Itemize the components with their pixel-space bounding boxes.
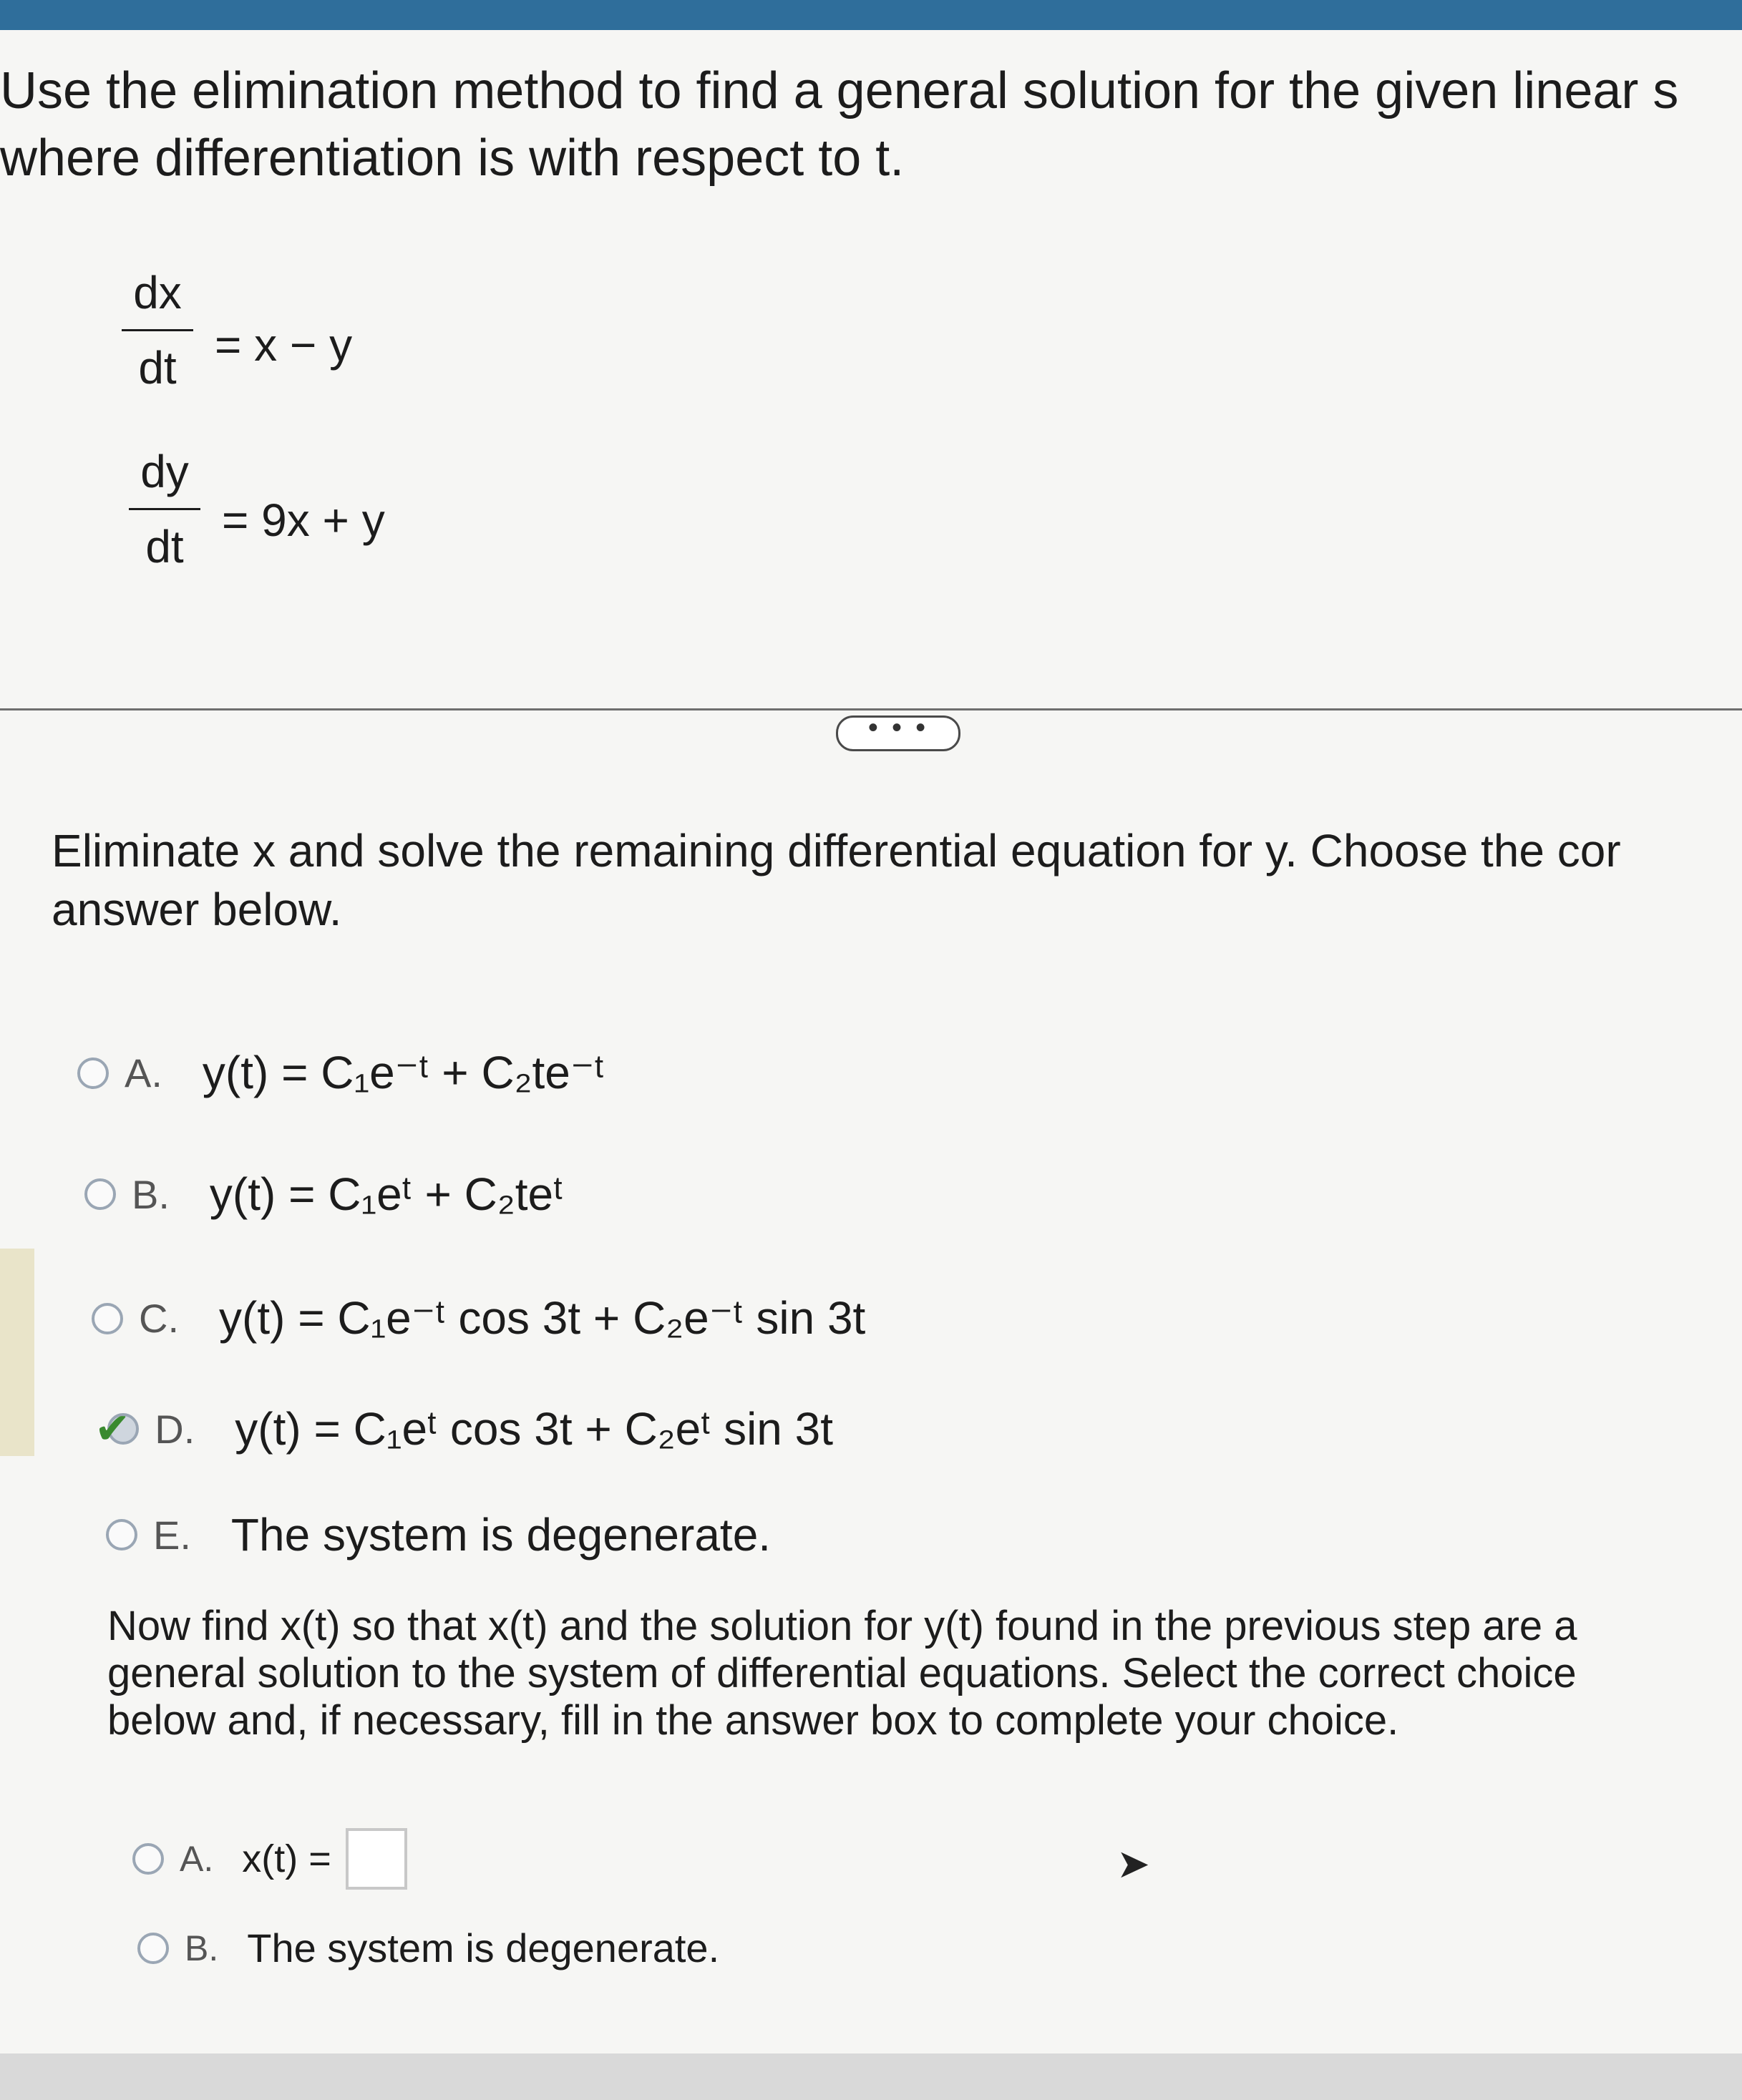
choice-e[interactable]	[106, 1508, 771, 1561]
equation-2-fraction	[129, 445, 200, 573]
choice-letter: D.	[155, 1406, 195, 1452]
part-2-choice-a[interactable]	[132, 1828, 407, 1890]
choice-letter: C.	[139, 1296, 179, 1341]
choice-letter: E.	[153, 1512, 191, 1558]
choice-text: y(t) = C₁eᵗ + C₂teᵗ	[209, 1168, 564, 1220]
choice-letter: A.	[180, 1839, 214, 1879]
choice-d[interactable]	[94, 1402, 833, 1455]
answer-input-box[interactable]	[346, 1828, 407, 1890]
choice-text: y(t) = C₁eᵗ cos 3t + C₂eᵗ sin 3t	[235, 1403, 834, 1455]
choice-text: y(t) = C₁e⁻ᵗ cos 3t + C₂e⁻ᵗ sin 3t	[219, 1292, 866, 1344]
radio-button[interactable]	[106, 1519, 137, 1550]
equation-1-denominator: dt	[138, 342, 177, 394]
browser-top-bar	[0, 0, 1742, 30]
part-1-instruction-line-1: Eliminate x and solve the remaining differential equation for y. Choose the cor	[52, 825, 1621, 876]
equation-1-rhs: = x − y	[215, 319, 353, 371]
choice-letter: B.	[132, 1171, 170, 1217]
choice-c[interactable]	[92, 1291, 865, 1345]
part-2-instruction-line-2: general solution to the system of differential equations. Select the correct choice	[107, 1650, 1577, 1696]
radio-button[interactable]	[84, 1178, 116, 1210]
choice-text: x(t) =	[242, 1837, 331, 1880]
radio-button[interactable]	[77, 1058, 109, 1089]
equation-2-rhs: = 9x + y	[222, 494, 385, 546]
choice-text: The system is degenerate.	[247, 1925, 720, 1970]
equation-2-denominator: dt	[145, 521, 184, 572]
selected-answer-highlight	[0, 1249, 34, 1456]
radio-button[interactable]	[137, 1933, 169, 1964]
choice-text: The system is degenerate.	[230, 1509, 772, 1561]
choice-letter: B.	[185, 1928, 219, 1968]
mouse-cursor-icon: ➤	[1116, 1841, 1150, 1886]
part-1-instruction	[52, 821, 1742, 939]
choice-b[interactable]	[84, 1168, 563, 1221]
part-2-instruction-line-3: below and, if necessary, fill in the answer box to complete your choice.	[107, 1697, 1399, 1744]
part-1-instruction-line-2: answer below.	[52, 884, 342, 935]
equation-1-numerator: dx	[133, 267, 182, 318]
part-2-instruction	[107, 1603, 1739, 1744]
fraction-bar	[129, 508, 200, 510]
section-divider	[0, 708, 1742, 710]
expand-more-button[interactable]: • • •	[836, 716, 960, 751]
choice-letter: A.	[125, 1050, 162, 1095]
radio-button[interactable]	[132, 1843, 164, 1875]
bottom-edge	[0, 2053, 1742, 2100]
question-line-1: Use the elimination method to find a general solution for the given linear s	[0, 62, 1679, 119]
part-2-instruction-line-1: Now find x(t) so that x(t) and the solution for y(t) found in the previous step are a	[107, 1603, 1577, 1649]
choice-a[interactable]	[77, 1046, 605, 1100]
correct-check-icon: ✔	[94, 1405, 131, 1452]
question-text	[0, 57, 1742, 192]
part-2-choice-b[interactable]	[137, 1925, 719, 1971]
question-line-2: where differentiation is with respect to t.	[0, 130, 905, 187]
choice-text: y(t) = C₁e⁻ᵗ + C₂te⁻ᵗ	[202, 1047, 605, 1098]
fraction-bar	[122, 329, 193, 331]
equation-2-numerator: dy	[140, 446, 189, 497]
equation-1-fraction	[122, 266, 193, 394]
radio-button[interactable]	[92, 1303, 123, 1334]
